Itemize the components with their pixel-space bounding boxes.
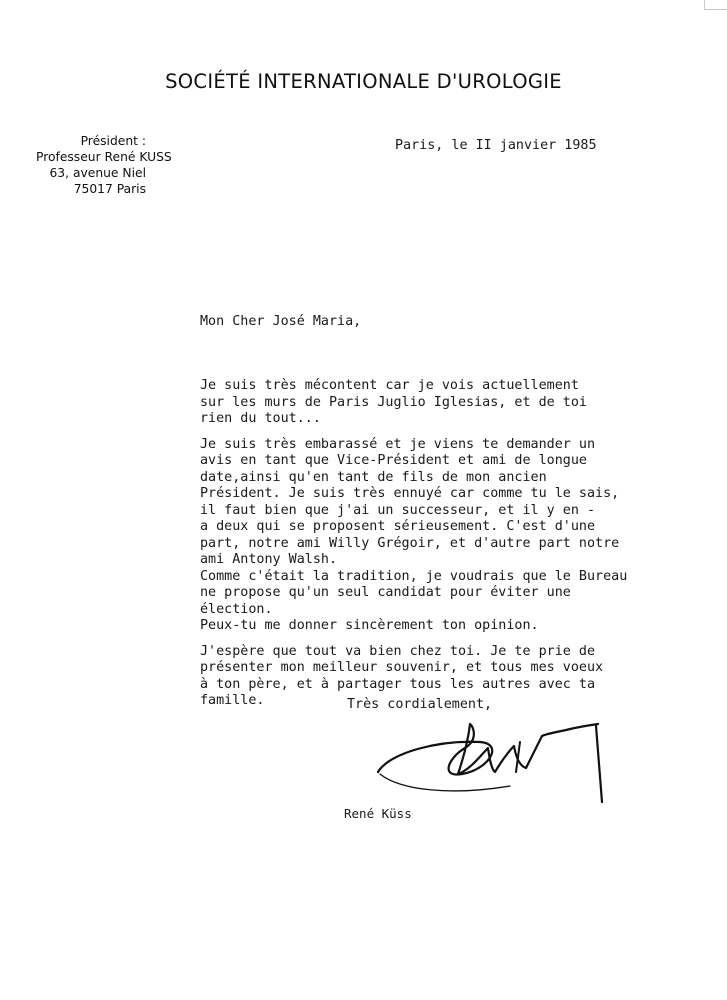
body-line: Comme c'était la tradition, je voudrais que le Bureau bbox=[200, 568, 628, 584]
date-line: Paris, le II janvier 1985 bbox=[395, 138, 597, 153]
body-line: à ton père, et à partager tous les autres avec ta bbox=[200, 676, 596, 692]
body-line: Je suis très embarassé et je viens te demander un bbox=[200, 436, 596, 452]
corner-mark bbox=[704, 0, 727, 10]
signature-scribble bbox=[370, 712, 615, 807]
president-street: 63, avenue Niel bbox=[49, 166, 146, 180]
closing: Très cordialement, bbox=[347, 697, 493, 712]
president-name: Professeur René KUSS bbox=[36, 150, 172, 164]
body-line: Peux-tu me donner sincèrement ton opinion. bbox=[200, 618, 539, 633]
body-line: Président. Je suis très ennuyé car comme tu le sais, bbox=[200, 486, 620, 501]
body-line: avis en tant que Vice-Président et ami de longue bbox=[200, 453, 587, 468]
body-line: ne propose qu'un seul candidat pour éviter une bbox=[200, 585, 571, 600]
body-line: Je suis très mécontent car je vois actuellement bbox=[200, 378, 579, 393]
body-line: élection. bbox=[200, 601, 273, 617]
body-line: date,ainsi qu'en tant de fils de mon ancien bbox=[200, 469, 547, 485]
letter-body bbox=[200, 378, 640, 719]
body-line: sur les murs de Paris Juglio Iglesias, et de toi bbox=[200, 394, 587, 410]
signer-name: René Küss bbox=[344, 806, 412, 821]
salutation: Mon Cher José Maria, bbox=[200, 314, 362, 329]
president-block bbox=[36, 133, 172, 197]
body-line: famille. bbox=[200, 693, 265, 708]
body-line: ami Antony Walsh. bbox=[200, 552, 338, 567]
paragraph-1 bbox=[200, 378, 640, 428]
body-line: il faut bien que j'ai un successeur, et il y en - bbox=[200, 502, 596, 518]
president-label: Président : bbox=[80, 134, 146, 148]
organization-title: SOCIÉTÉ INTERNATIONALE D'UROLOGIE bbox=[165, 70, 562, 93]
body-line: a deux qui se proposent sérieusement. C'est d'une bbox=[200, 519, 596, 534]
body-line: J'espère que tout va bien chez toi. Je te prie de bbox=[200, 643, 596, 659]
body-line: part, notre ami Willy Grégoir, et d'autre part notre bbox=[200, 535, 620, 551]
president-city: 75017 Paris bbox=[73, 182, 146, 196]
body-line: rien du tout... bbox=[200, 411, 321, 426]
body-line: présenter mon meilleur souvenir, et tous mes voeux bbox=[200, 660, 604, 675]
paragraph-2 bbox=[200, 437, 640, 635]
